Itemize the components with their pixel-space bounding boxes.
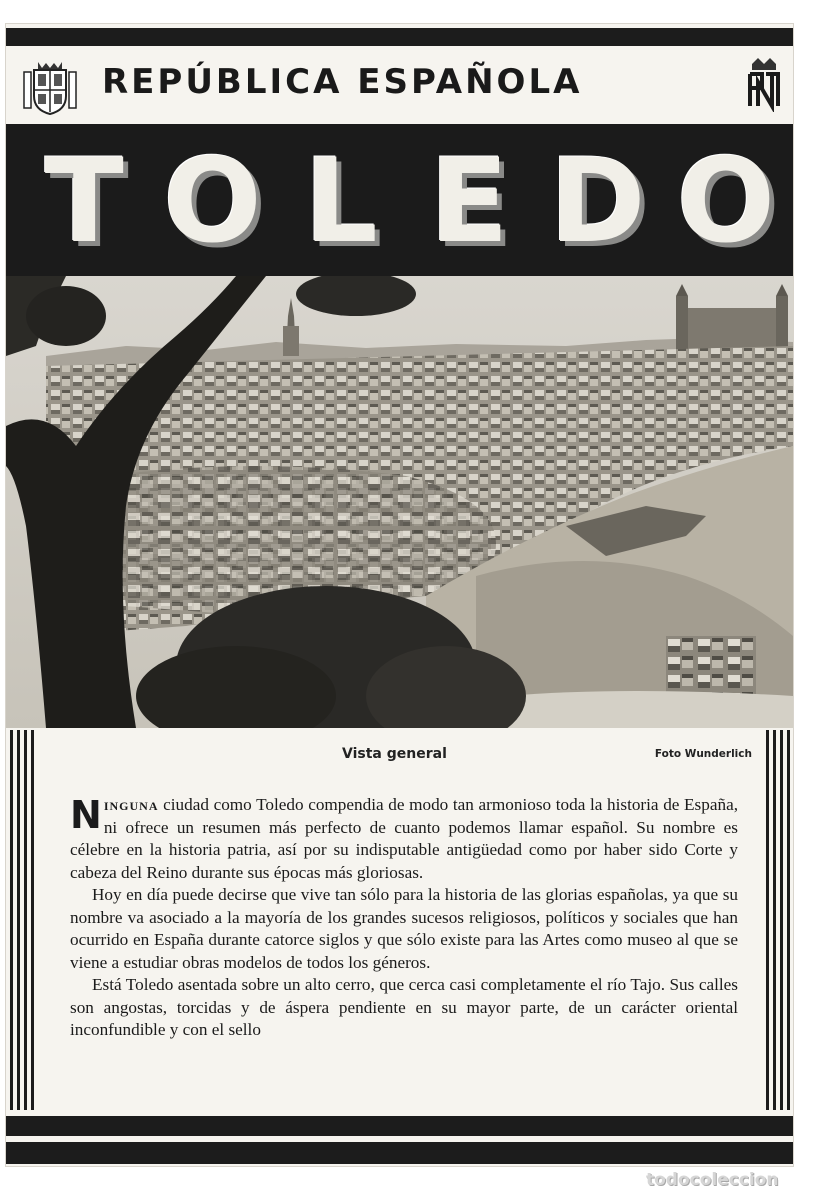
paragraph-2: Hoy en día puede decirse que vive tan sólo para la historia de las glorias españolas, ya que su nombre va asociado a la mayoría de los grandes sucesos religiosos, políticos y sociales que han ocurrido en España durante catorce siglos y que sólo existe para las Artes como museo al que se viene a estudiar obras modelos de todos los géneros. (70, 885, 738, 972)
article-body (70, 794, 738, 1042)
lead-word: inguna (103, 795, 159, 814)
photo-credit: Foto Wunderlich (654, 748, 752, 760)
top-rule (6, 28, 793, 46)
photo-caption: Vista general (342, 746, 447, 762)
pnt-logo-icon (744, 56, 784, 112)
city-letter: T (44, 134, 124, 269)
brochure-page (6, 24, 793, 1166)
decorative-stripes-left (10, 730, 36, 1110)
city-title (20, 132, 790, 272)
paragraph-3: Está Toledo asentada sobre un alto cerro, que cerca casi completamente el río Tajo. Sus calles son angostas, torcidas y de áspera pendiente en su mayor parte, de un carácter oriental inconfundible y con el sello (70, 975, 738, 1039)
watermark: todocoleccion (646, 1170, 779, 1190)
photo-caption-row (42, 740, 758, 768)
city-letter: D (549, 134, 646, 269)
city-letter: E (429, 134, 509, 269)
city-panorama-photo (6, 276, 793, 728)
decorative-stripes-right (766, 730, 792, 1110)
paragraph-text: ciudad como Toledo compendia de modo tan armonioso toda la historia de España, ni ofrece un resumen más perfecto de cuanto podemos llamar español. Su nombre es célebre en la historia patria, así por su indisputable antigüedad como por haber sido Corte y cabeza del Reino durante sus épocas más gloriosas. (70, 795, 738, 882)
coat-of-arms-icon (20, 58, 80, 118)
paragraph-1 (70, 794, 738, 884)
drop-cap: N (70, 793, 102, 837)
republic-title: REPÚBLICA ESPAÑOLA (102, 62, 583, 102)
city-letter: L (303, 134, 378, 269)
bottom-rule (6, 1116, 793, 1136)
city-letter: O (163, 134, 262, 269)
bottom-rule-lower (6, 1142, 793, 1164)
city-letter: O (676, 134, 776, 269)
